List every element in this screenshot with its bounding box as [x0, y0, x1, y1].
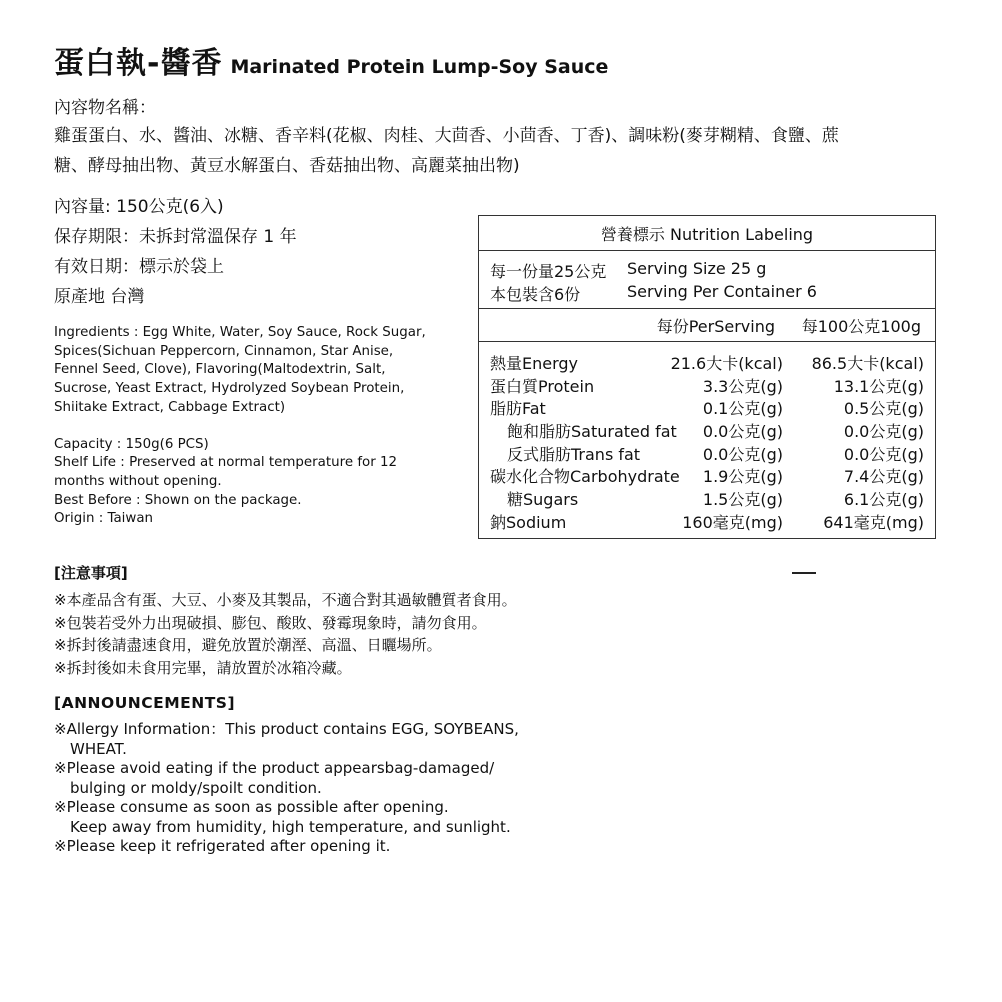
- serving-row: [479, 259, 935, 282]
- nutrient-per-serving: 1.9公克(g): [702, 467, 783, 487]
- col-per-100g: 每100公克100g: [801, 317, 921, 336]
- nutrition-header: 營養標示 Nutrition Labeling: [479, 216, 935, 251]
- nutrition-row: [479, 442, 935, 465]
- notice-item: ※本產品含有蛋、大豆、小麥及其製品，不適合對其過敏體質者食用。: [54, 591, 517, 609]
- details-line: Shelf Life : Preserved at normal temperature for 12: [54, 455, 398, 471]
- col-per-serving: 每份PerServing: [656, 317, 775, 336]
- announcement-line: ※Allergy Information：This product contains EGG, SOYBEANS,: [54, 720, 519, 738]
- nutrient-per-100g: 86.5大卡(kcal): [811, 354, 924, 373]
- announcements-list: [54, 720, 614, 857]
- serving-info: [479, 251, 935, 309]
- nutrient-name: 飽和脂肪Saturated fat: [507, 422, 677, 442]
- contents-text: [54, 121, 934, 181]
- nutrition-row: [479, 419, 935, 442]
- details-line: months without opening.: [54, 473, 222, 489]
- nutrient-per-serving: 0.0公克(g): [702, 422, 783, 442]
- product-info-list: [54, 192, 297, 312]
- announcement-line: ※Please avoid eating if the product appearsbag-damaged/: [54, 759, 495, 777]
- english-info: [54, 324, 464, 529]
- origin-text: 原產地 台灣: [54, 287, 145, 307]
- nutrition-rows: [479, 342, 935, 533]
- product-title: [54, 38, 608, 82]
- notice-list: [54, 589, 517, 679]
- nutrition-row: [479, 510, 935, 533]
- details-line: Capacity : 150g(6 PCS): [54, 436, 209, 452]
- announcements-title: [ANNOUNCEMENTS]: [54, 694, 236, 712]
- nutrient-per-100g: 6.1公克(g): [843, 490, 924, 510]
- contents-label: 內容物名稱：: [54, 98, 156, 118]
- contents-line: 糖、酵母抽出物、黃豆水解蛋白、香菇抽出物、高麗菜抽出物): [54, 156, 520, 176]
- notice-item: ※拆封後請盡速食用，避免放置於潮溼、高溫、日曬場所。: [54, 636, 442, 654]
- nutrient-name: 蛋白質Protein: [490, 376, 595, 396]
- nutrient-name: 熱量Energy: [490, 354, 579, 373]
- notice-item: ※包裝若受外力出現破損、膨包、酸敗、發霉現象時，請勿食用。: [54, 613, 487, 632]
- nutrient-per-serving: 0.1公克(g): [702, 399, 783, 419]
- nutrition-row: [479, 396, 935, 419]
- nutrient-per-100g: 0.0公克(g): [843, 422, 924, 442]
- ingredients-line: Fennel Seed, Clove), Flavoring(Maltodextrin, Salt,: [54, 362, 386, 378]
- product-title-zh: 蛋白執-醬香: [54, 46, 223, 81]
- nutrition-row: [479, 464, 935, 487]
- divider-dash: [792, 572, 816, 574]
- details-line: Best Before : Shown on the package.: [54, 492, 302, 508]
- nutrient-name: 反式脂肪Trans fat: [507, 444, 641, 464]
- nutrition-row: [479, 374, 935, 397]
- ingredients-line: Spices(Sichuan Peppercorn, Cinnamon, Star Anise,: [54, 343, 394, 359]
- notice-title: [注意事項]: [54, 564, 128, 582]
- nutrient-name: 鈉Sodium: [490, 512, 567, 532]
- nutrient-name: 碳水化合物Carbohydrate: [490, 467, 680, 487]
- nutrient-per-100g: 0.5公克(g): [843, 399, 924, 419]
- serving-row: [479, 282, 935, 305]
- announcement-line: WHEAT.: [70, 739, 127, 758]
- nutrition-row: [479, 351, 935, 374]
- serving-size-en: Serving Size 25 g: [627, 259, 767, 278]
- best-before-text: 有效日期：標示於袋上: [54, 257, 224, 277]
- nutrient-per-100g: 13.1公克(g): [833, 376, 924, 396]
- product-title-en: Marinated Protein Lump-Soy Sauce: [230, 56, 609, 78]
- nutrition-column-headers: [479, 309, 935, 342]
- ingredients-line: Ingredients : Egg White, Water, Soy Sauce, Rock Sugar,: [54, 325, 426, 340]
- announcement-line: Keep away from humidity, high temperature, and sunlight.: [70, 817, 511, 836]
- announcement-line: ※Please keep it refrigerated after opening it.: [54, 837, 391, 855]
- nutrient-name: 脂肪Fat: [490, 399, 546, 419]
- nutrient-per-serving: 0.0公克(g): [702, 444, 783, 464]
- nutrient-name: 糖Sugars: [507, 490, 579, 510]
- servings-per-container-en: Serving Per Container 6: [627, 282, 817, 301]
- nutrient-per-serving: 160毫克(mg): [682, 512, 783, 532]
- nutrient-per-100g: 0.0公克(g): [843, 444, 924, 464]
- ingredients-line: Sucrose, Yeast Extract, Hydrolyzed Soybean Protein,: [54, 381, 405, 397]
- nutrient-per-serving: 3.3公克(g): [702, 376, 783, 396]
- nutrient-per-serving: 1.5公克(g): [702, 490, 783, 510]
- nutrition-table: [478, 215, 936, 539]
- details-line: Origin : Taiwan: [54, 511, 154, 527]
- announcement-line: bulging or moldy/spoilt condition.: [70, 778, 322, 797]
- nutrition-row: [479, 487, 935, 510]
- ingredients-line: Shiitake Extract, Cabbage Extract): [54, 399, 286, 415]
- contents-line: 雞蛋蛋白、水、醬油、冰糖、香辛料(花椒、肉桂、大茴香、小茴香、丁香)、調味粉(麥芽糊精、食鹽、蔗: [54, 126, 839, 146]
- notice-item: ※拆封後如未食用完畢，請放置於冰箱冷藏。: [54, 658, 352, 677]
- capacity-text: 內容量: 150公克(6入): [54, 197, 224, 217]
- nutrient-per-100g: 7.4公克(g): [843, 467, 924, 487]
- nutrient-per-serving: 21.6大卡(kcal): [670, 354, 783, 373]
- servings-per-container-zh: 本包裝含6份: [490, 285, 581, 304]
- serving-size-zh: 每一份量25公克: [490, 262, 607, 281]
- announcement-line: ※Please consume as soon as possible after opening.: [54, 798, 449, 816]
- nutrient-per-100g: 641毫克(mg): [823, 512, 924, 532]
- shelf-life-text: 保存期限：未拆封常溫保存 1 年: [54, 227, 297, 247]
